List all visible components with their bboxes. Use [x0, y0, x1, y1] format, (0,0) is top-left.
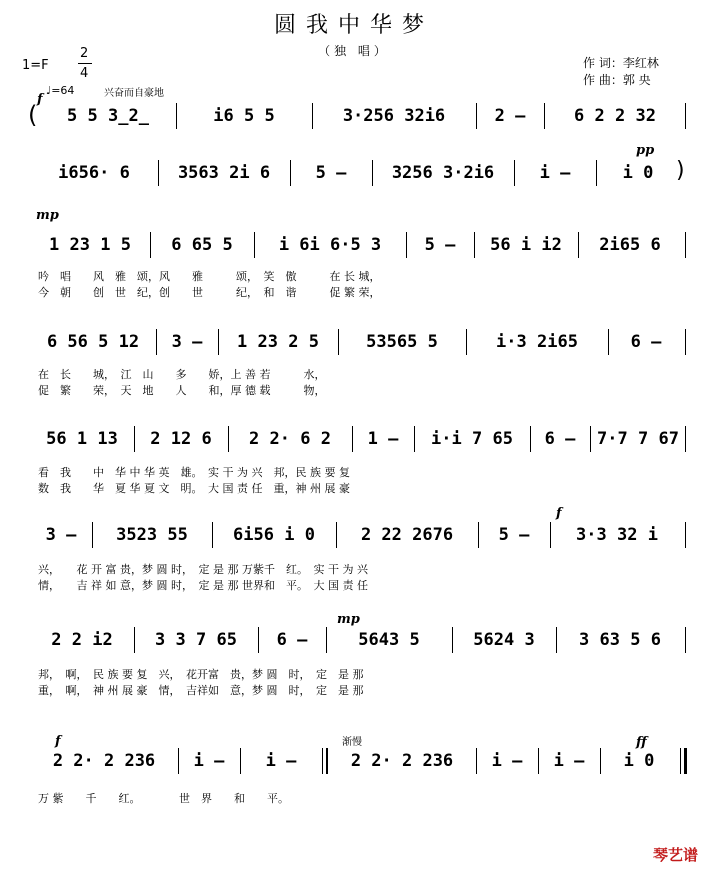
measure: 2 2· 2 236 [52, 751, 156, 771]
measure: i6 5 5 [213, 106, 275, 126]
lyric-line: 数 我 华 夏 华 夏 文 明。 大 国 责 任 重，神 州 展 豪 [38, 482, 350, 495]
measure: 6 2 2 32 [574, 106, 656, 126]
measure: i – [553, 751, 585, 771]
barline [258, 627, 259, 653]
barline [254, 232, 255, 258]
measure: 6 – [630, 332, 662, 352]
lyric-line: 兴， 花 开 富 贵，梦 圆 时， 定 是 那 万紫千 红。 实 干 为 兴 [38, 563, 368, 576]
measure: 3 – [171, 332, 203, 352]
repeat-barline-thick [326, 748, 328, 774]
barline [476, 748, 477, 774]
barline [538, 748, 539, 774]
music-row-5 [34, 424, 686, 454]
music-row-2 [34, 158, 686, 188]
barline [158, 160, 159, 186]
measure: 6 56 5 12 [46, 332, 140, 352]
measure: 2 – [494, 106, 526, 126]
barline [338, 329, 339, 355]
music-row-8 [34, 746, 686, 776]
measure: 2 12 6 [150, 429, 212, 449]
time-signature-bottom: 4 [80, 66, 89, 81]
measure: 5 – [498, 525, 530, 545]
music-row-1 [28, 101, 686, 131]
barline [608, 329, 609, 355]
music-row-3 [34, 230, 686, 260]
time-signature-top: 2 [80, 46, 89, 61]
measure: 2 22 2676 [360, 525, 454, 545]
measure: 3563 2i 6 [177, 163, 271, 183]
measure: 2i65 6 [599, 235, 661, 255]
barline [685, 522, 686, 548]
measure: 6 – [276, 630, 308, 650]
measure: i – [539, 163, 571, 183]
measure: 5 – [424, 235, 456, 255]
measure: 1 23 1 5 [49, 235, 131, 255]
song-subtitle: （独 唱） [318, 44, 390, 58]
lyric-line: 促 繁 荣， 天 地 人 和，厚 德 载 物， [38, 384, 326, 397]
barline [156, 329, 157, 355]
measure: i 6i 6·5 3 [278, 235, 382, 255]
dynamic-f: f [556, 506, 562, 521]
measure: 3 3 7 65 [155, 630, 237, 650]
measure: 5 – [315, 163, 347, 183]
time-signature-line [78, 63, 92, 64]
barline [290, 160, 291, 186]
music-row-6 [34, 520, 686, 550]
barline [452, 627, 453, 653]
composer-credit: 作 曲：郭 央 [583, 73, 651, 87]
barline [466, 329, 467, 355]
measure: i·3 2i65 [496, 332, 578, 352]
barline [685, 426, 686, 452]
measure: 3256 3·2i6 [391, 163, 495, 183]
barline [478, 522, 479, 548]
barline [596, 160, 597, 186]
lyric-line: 万 紫 千 红。 世 界 和 平。 [38, 792, 289, 805]
barline [514, 160, 515, 186]
expression-marking: 兴奋而自豪地 [104, 88, 164, 99]
barline [474, 232, 475, 258]
site-logo: 琴艺谱 [652, 846, 698, 864]
barline [134, 627, 135, 653]
barline [218, 329, 219, 355]
barline [372, 160, 373, 186]
repeat-bracket-end: ) [676, 158, 685, 183]
measure: 53565 5 [366, 332, 438, 352]
lyric-line: 情， 吉 祥 如 意，梦 圆 时， 定 是 那 世界和 平。 大 国 责 任 [38, 579, 368, 592]
lyric-line: 在 长 城， 江 山 多 娇，上 善 若 水， [38, 368, 326, 381]
barline [150, 232, 151, 258]
measure: i – [193, 751, 225, 771]
barline [176, 103, 177, 129]
measure: 56 i i2 [490, 235, 562, 255]
measure: 3 – [45, 525, 77, 545]
measure: i – [491, 751, 523, 771]
dynamic-f-intro: f [37, 92, 43, 107]
barline [352, 426, 353, 452]
dynamic-f-2: f [55, 734, 61, 749]
measure: 3·256 32i6 [342, 106, 446, 126]
barline [590, 426, 591, 452]
barline [685, 232, 686, 258]
barline [212, 522, 213, 548]
dynamic-ff: ff [636, 735, 647, 750]
music-row-7 [34, 625, 686, 655]
dynamic-mp: mp [36, 208, 59, 223]
dynamic-mp-2: mp [337, 612, 360, 627]
measure: i 0 [622, 163, 654, 183]
lyric-line: 看 我 中 华 中 华 英 雄。 实 干 为 兴 邦，民 族 要 复 [38, 466, 350, 479]
key-signature: 1=F [22, 58, 49, 73]
measure: i – [265, 751, 297, 771]
barline [240, 748, 241, 774]
measure: 5624 3 [473, 630, 535, 650]
music-row-4 [34, 327, 686, 357]
measure: 3·3 32 i [576, 525, 658, 545]
measure: i656· 6 [58, 163, 130, 183]
barline [544, 103, 545, 129]
barline [414, 426, 415, 452]
barline [134, 426, 135, 452]
measure: 56 1 13 [46, 429, 118, 449]
measure: 1 – [367, 429, 399, 449]
barline [92, 522, 93, 548]
measure: 5 5 3̲2̲ [67, 106, 149, 126]
repeat-barline [322, 748, 323, 774]
barline [685, 103, 686, 129]
barline [550, 522, 551, 548]
lyricist-credit: 作 词：李红林 [583, 56, 659, 70]
measure: 2 2 i2 [51, 630, 113, 650]
final-barline [680, 748, 681, 774]
measure: i·i 7 65 [431, 429, 513, 449]
barline [336, 522, 337, 548]
song-title: 圆我中华梦 [273, 13, 434, 38]
lyric-line: 吟 唱 风 雅 颂，风 雅 颂， 笑 傲 在 长 城， [38, 270, 381, 283]
repeat-bracket: ( [28, 101, 38, 129]
barline [326, 627, 327, 653]
measure: 3 63 5 6 [579, 630, 661, 650]
measure: 6 65 5 [171, 235, 233, 255]
lyric-line: 邦， 啊， 民 族 要 复 兴， 花开富 贵，梦 圆 时， 定 是 那 [38, 668, 364, 681]
barline [476, 103, 477, 129]
barline [685, 329, 686, 355]
measure: 3523 55 [116, 525, 188, 545]
barline [228, 426, 229, 452]
dynamic-pp: pp [636, 143, 655, 158]
barline [556, 627, 557, 653]
measure: i 0 [623, 751, 655, 771]
barline [578, 232, 579, 258]
barline [406, 232, 407, 258]
ritardando-marking: 渐慢 [342, 737, 362, 748]
measure: 6 – [544, 429, 576, 449]
lyric-line: 重， 啊， 神 州 展 豪 情， 吉祥如 意，梦 圆 时， 定 是 那 [38, 684, 364, 697]
barline [600, 748, 601, 774]
barline [312, 103, 313, 129]
lyric-line: 今 朝 创 世 纪，创 世 纪， 和 谐 促 繁 荣， [38, 286, 381, 299]
measure: 6i56 i 0 [233, 525, 315, 545]
final-barline-thick [684, 748, 687, 774]
measure: 7·7 7 67 [597, 429, 679, 449]
tempo-marking: ♩=64 [46, 84, 75, 97]
measure: 2 2· 6 2 [249, 429, 331, 449]
barline [178, 748, 179, 774]
measure: 2 2· 2 236 [350, 751, 454, 771]
barline [530, 426, 531, 452]
measure: 1 23 2 5 [237, 332, 319, 352]
measure: 5643 5 [358, 630, 420, 650]
barline [685, 627, 686, 653]
